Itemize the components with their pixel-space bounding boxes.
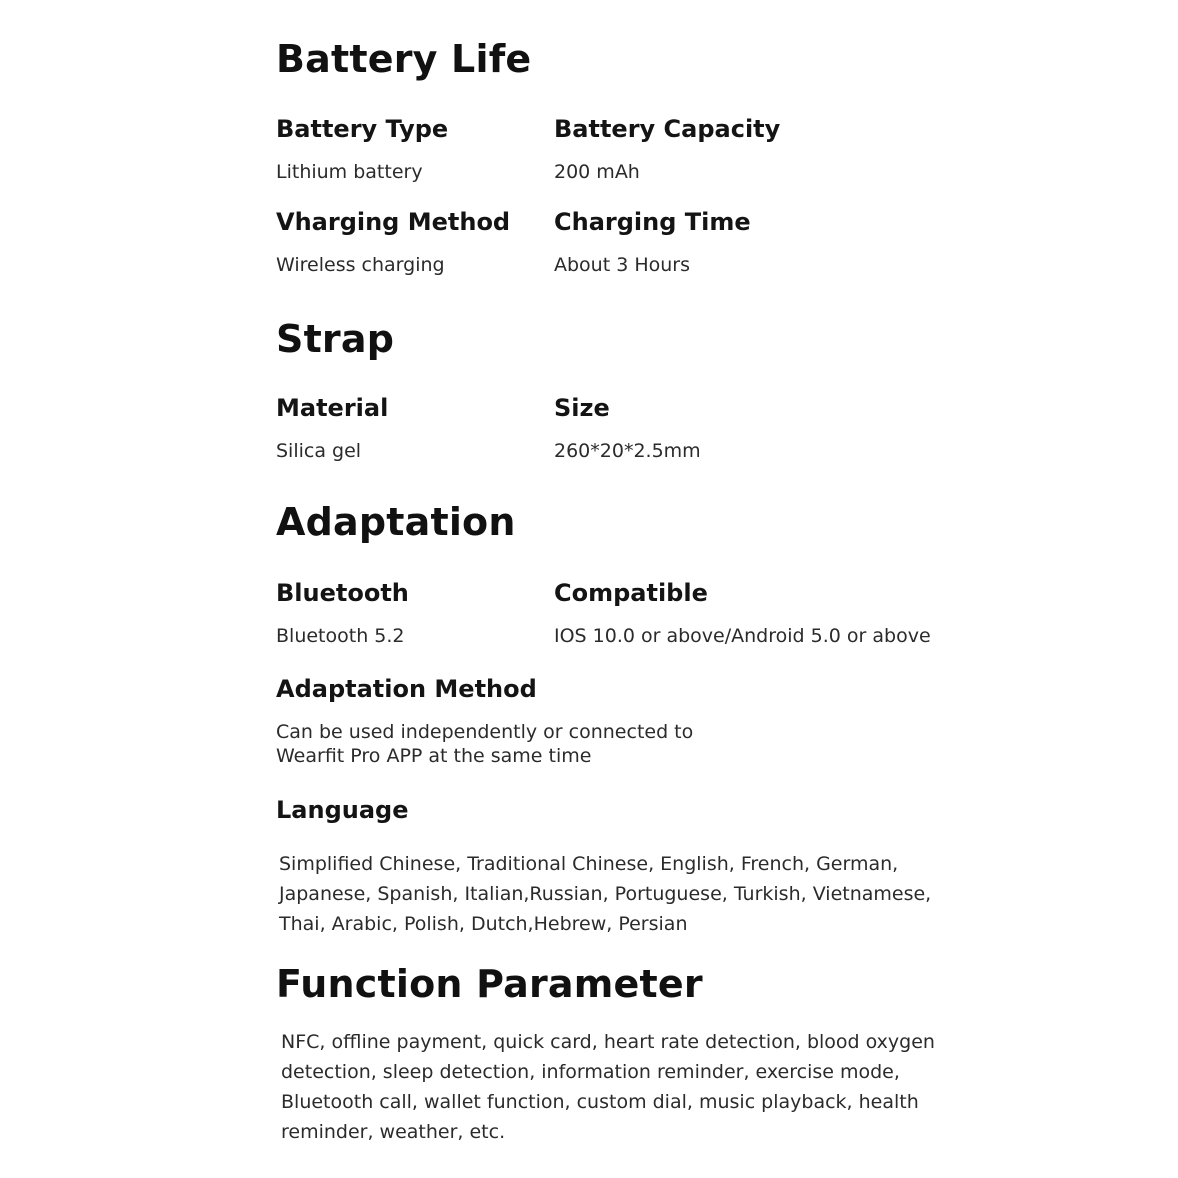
battery-type-label: Battery Type (276, 115, 449, 143)
bluetooth-value: Bluetooth 5.2 (276, 625, 405, 647)
language-text (279, 849, 931, 939)
language-line: Japanese, Spanish, Italian,Russian, Portuguese, Turkish, Vietnamese, (279, 883, 932, 905)
function-parameter-text (281, 1027, 935, 1147)
adaptation-method-line: Can be used independently or connected to (276, 721, 694, 743)
charging-time-label: Charging Time (554, 208, 751, 236)
adaptation-method-label: Adaptation Method (276, 675, 537, 703)
strap-material-label: Material (276, 394, 389, 422)
language-line: Simplified Chinese, Traditional Chinese, English, French, German, (279, 853, 899, 875)
function-line: reminder, weather, etc. (281, 1121, 506, 1143)
function-line: detection, sleep detection, information reminder, exercise mode, (281, 1061, 900, 1083)
strap-material-value: Silica gel (276, 440, 362, 462)
language-label: Language (276, 796, 409, 824)
bluetooth-label: Bluetooth (276, 579, 409, 607)
language-line: Thai, Arabic, Polish, Dutch,Hebrew, Persian (279, 913, 688, 935)
section-title-battery-life: Battery Life (276, 37, 532, 81)
section-title-adaptation: Adaptation (276, 500, 516, 544)
charging-method-label: Vharging Method (276, 208, 511, 236)
charging-time-value: About 3 Hours (554, 254, 691, 276)
adaptation-method-line: Wearfit Pro APP at the same time (276, 745, 592, 767)
compatible-value: IOS 10.0 or above/Android 5.0 or above (554, 625, 931, 647)
adaptation-method-text (276, 720, 693, 768)
battery-capacity-value: 200 mAh (554, 161, 640, 183)
compatible-label: Compatible (554, 579, 708, 607)
battery-capacity-label: Battery Capacity (554, 115, 781, 143)
function-line: Bluetooth call, wallet function, custom dial, music playback, health (281, 1091, 919, 1113)
charging-method-value: Wireless charging (276, 254, 445, 276)
section-title-function-parameter: Function Parameter (276, 962, 703, 1006)
battery-type-value: Lithium battery (276, 161, 423, 183)
strap-size-label: Size (554, 394, 610, 422)
section-title-strap: Strap (276, 317, 395, 361)
strap-size-value: 260*20*2.5mm (554, 440, 701, 462)
function-line: NFC, offline payment, quick card, heart rate detection, blood oxygen (281, 1031, 935, 1053)
